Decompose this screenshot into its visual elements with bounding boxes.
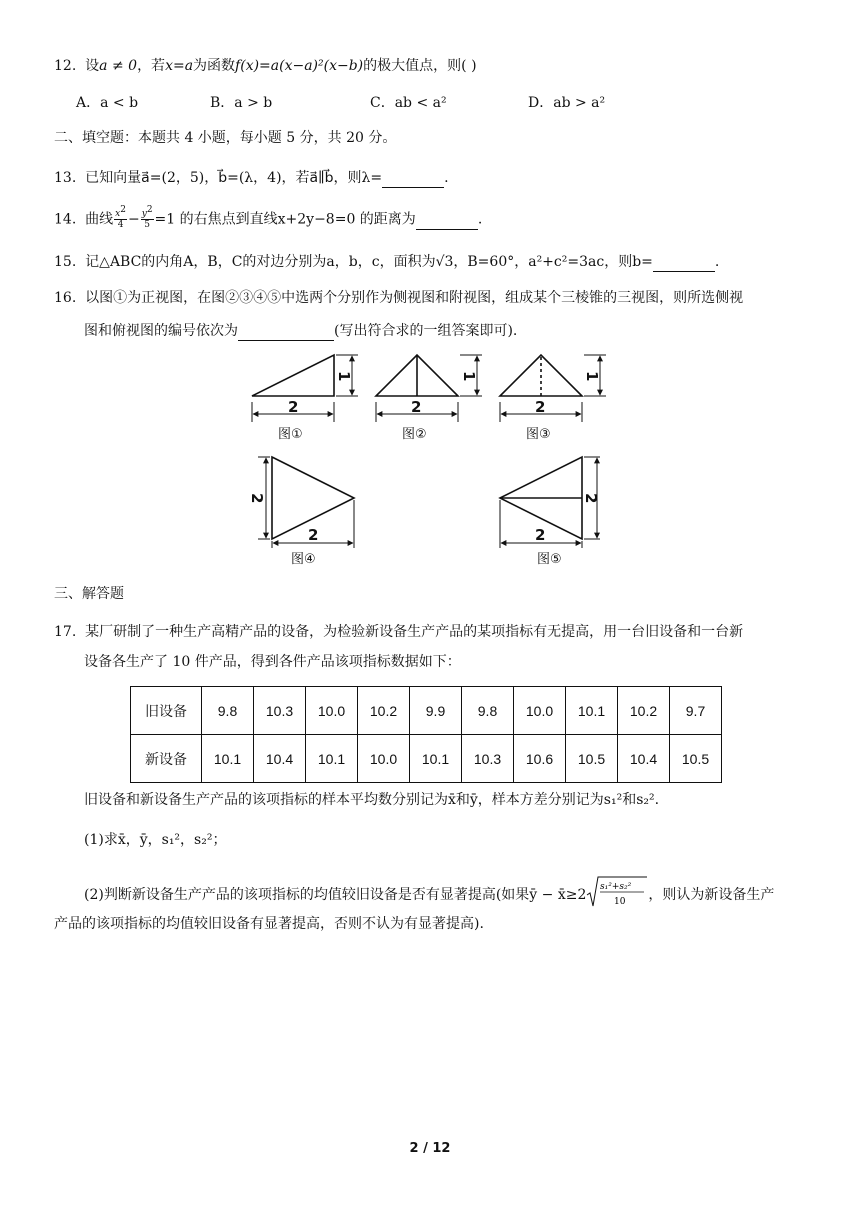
q12-func: f(x)=a(x−a)²(x−b)	[235, 58, 364, 74]
q14-frac-x: $\frac{x^2}{4}$	[115, 205, 126, 230]
q12-option-a: A．a < b	[76, 95, 139, 111]
q14-frac-y: $\frac{y^2}{5}$	[141, 205, 153, 230]
cell: 10.4	[254, 735, 306, 783]
fig1-dim-2: 2	[288, 398, 299, 416]
q15-end: .	[714, 254, 720, 270]
fig2-dim-2: 2	[411, 398, 422, 416]
q13-number: 13.	[54, 170, 77, 186]
cell: 9.8	[202, 687, 254, 735]
fig5-dim-2-h: 2	[535, 526, 546, 544]
fig4-dim-2-h: 2	[308, 526, 319, 544]
q13-end: .	[444, 170, 449, 186]
row-label-old: 旧设备	[131, 687, 202, 735]
q12-text-a: 设	[85, 58, 100, 74]
q16-text-2b: (写出符合求的一组答案即可).	[334, 323, 518, 339]
q12-number: 12.	[54, 58, 77, 74]
svg-text:s₁²+s₂²: s₁²+s₂²	[600, 882, 632, 892]
q17-part2-line2: 产品的该项指标的均值较旧设备有显著提高，否则不认为有显著提高).	[54, 916, 484, 932]
q14-line: 14. 曲线 $\frac{x^2}{4}$ − $\frac{y^2}{5}$ =1 的右焦点到直线x+2y−8=0 的距离为 .	[54, 205, 483, 230]
q16-text-2a: 图和俯视图的编号依次为	[84, 323, 238, 339]
figure-1	[252, 355, 358, 422]
figure-2	[376, 355, 482, 422]
cell: 9.9	[410, 687, 462, 735]
q12-text-d: 的极大值点，则( )	[363, 58, 477, 74]
q12-cond: a ≠ 0	[99, 58, 138, 74]
fig1-dim-1: 1	[335, 371, 353, 382]
cell: 10.3	[462, 735, 514, 783]
q12-text-c: 为函数	[193, 58, 236, 74]
fig4-dim-2-v: 2	[248, 493, 266, 504]
table-row-new	[131, 735, 722, 783]
q12-option-d: D．ab > a²	[528, 95, 606, 111]
q17-part2-b: ，则认为新设备生产	[648, 887, 775, 903]
q13-text: 已知向量a⃗=(2，5)，b⃗=(λ，4)，若a⃗∥b⃗，则λ=	[85, 170, 383, 186]
q16-number: 16.	[54, 290, 77, 306]
q16-figures	[0, 0, 860, 580]
cell: 10.1	[410, 735, 462, 783]
q14-number: 14.	[54, 211, 77, 228]
q17-part2-line1	[84, 875, 774, 915]
cell: 10.3	[254, 687, 306, 735]
cell: 10.4	[618, 735, 670, 783]
q16-text-1: 以图①为正视图，在图②③④⑤中选两个分别作为侧视图和附视图，组成某个三棱锥的三视图，则所选侧视	[85, 290, 744, 306]
q17-data-table	[130, 686, 722, 783]
cell: 10.5	[670, 735, 722, 783]
svg-text:10: 10	[614, 897, 626, 907]
fig5-dim-2-v: 2	[582, 493, 600, 504]
cell: 10.0	[306, 687, 358, 735]
fig2-dim-1: 1	[460, 371, 478, 382]
fig5-label: 图⑤	[537, 552, 562, 567]
row-label-new: 新设备	[131, 735, 202, 783]
fig4-label: 图④	[291, 552, 316, 567]
q17-line1	[54, 622, 743, 642]
cell: 9.8	[462, 687, 514, 735]
cell: 9.7	[670, 687, 722, 735]
q17-line2: 设备各生产了 10 件产品，得到各件产品该项指标数据如下：	[84, 654, 461, 670]
q14-text-a: 曲线	[85, 211, 114, 228]
figure-3	[500, 355, 606, 422]
table-row-old	[131, 687, 722, 735]
q12-text-b: ，若	[137, 58, 166, 74]
fig3-dim-1: 1	[583, 371, 601, 382]
fig2-label: 图②	[402, 427, 427, 442]
q17-text-1: 某厂研制了一种生产高精产品的设备，为检验新设备生产产品的某项指标有无提高，用一台旧设备和一台新	[85, 624, 744, 640]
cell: 10.2	[358, 687, 410, 735]
q15-text: 记△ABC的内角A，B，C的对边分别为a，b，c，面积为√3，B=60°，a²+c²=3ac，则b=	[85, 254, 653, 270]
figure-4	[258, 457, 354, 548]
fig1-label: 图①	[278, 427, 303, 442]
q17-sqrt-expression	[586, 875, 648, 915]
cell: 10.0	[358, 735, 410, 783]
cell: 10.2	[618, 687, 670, 735]
cell: 10.1	[566, 687, 618, 735]
q12-option-c: C．ab < a²	[370, 95, 447, 111]
fig3-dim-2: 2	[535, 398, 546, 416]
section3-heading: 三、解答题	[54, 586, 124, 602]
cell: 10.0	[514, 687, 566, 735]
q17-part2-a: (2)判断新设备生产产品的该项指标的均值较旧设备是否有显著提高(如果ȳ − x̄≥2	[84, 887, 587, 903]
q12-option-b: B．a > b	[210, 95, 273, 111]
q17-after-table: 旧设备和新设备生产产品的该项指标的样本平均数分别记为x̄和ȳ，样本方差分别记为s₁²和s₂².	[84, 792, 660, 808]
fig3-label: 图③	[526, 427, 551, 442]
cell: 10.6	[514, 735, 566, 783]
cell: 10.1	[306, 735, 358, 783]
cell: 10.1	[202, 735, 254, 783]
q14-text-b: =1 的右焦点到直线x+2y−8=0 的距离为	[154, 211, 416, 228]
q15-number: 15.	[54, 254, 77, 270]
q14-end: .	[477, 211, 483, 228]
q12-xeq: x=a	[165, 58, 194, 74]
q17-part1: (1)求x̄，ȳ，s₁²，s₂²；	[84, 832, 227, 848]
cell: 10.5	[566, 735, 618, 783]
q17-number: 17.	[54, 624, 77, 640]
section2-heading: 二、填空题：本题共 4 小题，每小题 5 分，共 20 分。	[54, 130, 397, 146]
page-number: 2 / 12	[409, 1141, 451, 1156]
